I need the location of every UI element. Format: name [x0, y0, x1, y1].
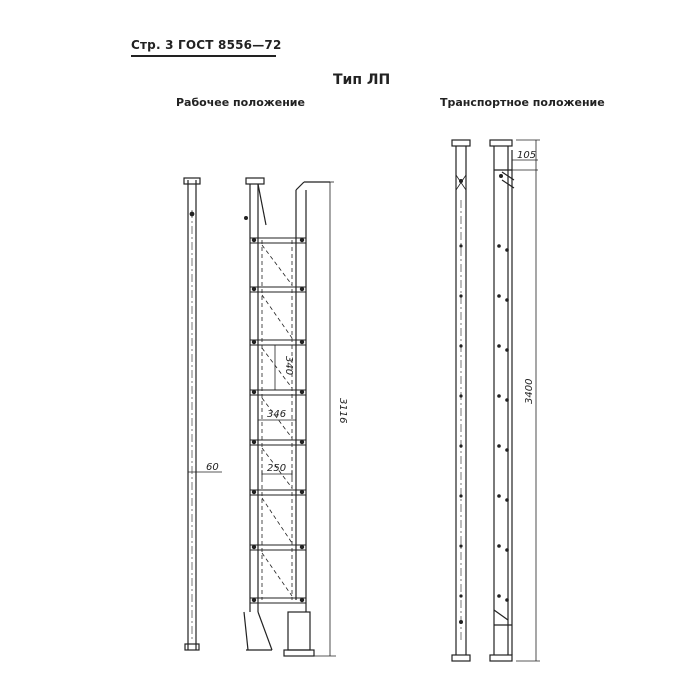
- working-height-label: 3116: [337, 398, 348, 424]
- transport-position-label: Транспортное положение: [440, 96, 605, 109]
- working-position-label: Рабочее положение: [176, 96, 305, 109]
- transport-ladder-bolts: [497, 174, 509, 602]
- transport-side-pole: [452, 140, 470, 661]
- top-offset-dimension: [512, 160, 538, 170]
- side-view-pole: [184, 178, 200, 650]
- transport-folded-ladder: [490, 140, 514, 661]
- inner-width-label: 346: [267, 409, 287, 420]
- transport-height-label: 3400: [524, 378, 535, 404]
- working-height-dimension: [314, 182, 336, 656]
- page-header: Стр. 3 ГОСТ 8556—72: [131, 38, 282, 52]
- top-offset-label: 105: [517, 150, 537, 161]
- rung-length-label: 250: [267, 463, 287, 474]
- front-view-ladder: [244, 178, 330, 656]
- post-width-label: 60: [206, 462, 219, 473]
- type-title: Тип ЛП: [333, 72, 391, 88]
- rung-spacing-label: 340: [283, 356, 294, 376]
